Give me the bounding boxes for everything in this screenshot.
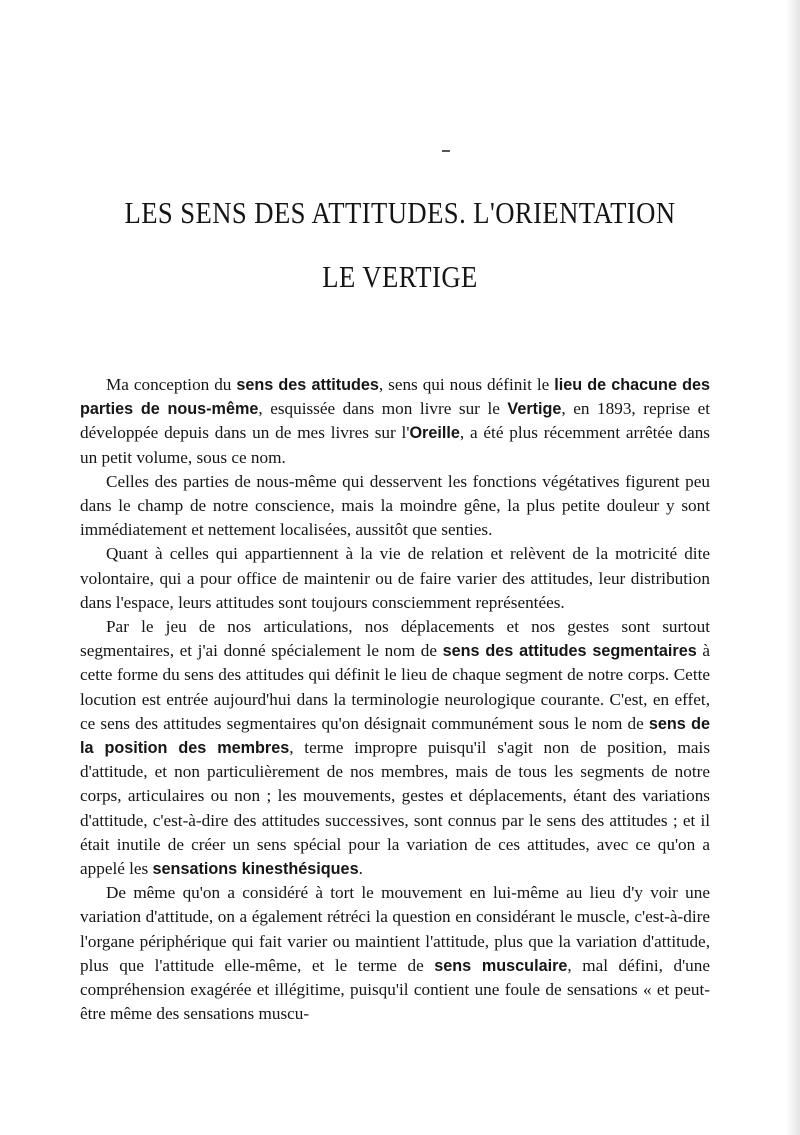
text-run: Celles des parties de nous-même qui desservent les fonctions végétatives figurent peu dans le champ de notre conscience, mais la moindre gêne, la plus petite douleur y sont immédiatement et nettement localisées, aussitôt que senties. [80, 471, 710, 540]
text-run: , en 1893, reprise et développée depuis dans un de mes livres sur l' [80, 399, 710, 443]
text-run: Quant à celles qui appartiennent à la vie de relation et relèvent de la motricité dite volontaire, qui a pour office de maintenir ou de faire varier des attitudes, leur distribution dans l'espace, leurs attitudes sont toujours consciemment représentées. [80, 544, 710, 612]
bold-term: Vertige [507, 400, 562, 419]
bold-term: sens de la position des membres [80, 714, 710, 758]
paragraph [80, 470, 710, 543]
paragraph [80, 373, 710, 470]
bold-term: sens musculaire [434, 956, 568, 975]
chapter-title: LES SENS DES ATTITUDES. L'ORIENTATION [124, 195, 676, 230]
text-run: , sens qui nous définit le [378, 375, 555, 394]
page-edge-shadow [786, 0, 800, 1135]
bold-term: sens des attitudes segmentaires [442, 642, 697, 661]
chapter-subtitle: LE VERTIGE [322, 259, 478, 294]
bold-term: sens des attitudes [236, 376, 379, 394]
text-run: , mal défini, d'une compréhension exagérée et illégitime, puisqu'il contient une foule de sensations « et peut-être même des sensations muscu- [80, 955, 710, 1024]
text-run: Ma conception du [106, 375, 237, 394]
text-run: à cette forme du sens des attitudes qui définit le lieu de chaque segment de notre corps. Cette locution est entrée aujourd'hui dans la terminologie neurologique courante. C'est, en effet, ce sens des attitudes segmentaires qu'on désignait communément sous le nom de [80, 641, 710, 733]
text-run: , esquissée dans mon livre sur le [258, 399, 508, 419]
text-run: . [358, 859, 363, 879]
page-mark [442, 150, 450, 152]
bold-term: sensations kinesthésiques [152, 860, 359, 879]
text-run: , terme impropre puisqu'il s'agit non de position, mais d'attitude, et non particulièrement de nos membres, mais de tous les segments de notre corps, articulaires ou non ; les mouvements, gestes et déplacements, étant des variations d'attitude, c'est-à-dire des attitudes successives, sont connus par le sens des attitudes ; et il était inutile de créer un sens spécial pour la variation de ces attitudes, avec ce qu'on a appelé les [80, 738, 711, 879]
bold-term: lieu de chacune des parties de nous-même [80, 376, 710, 419]
body-text [80, 373, 710, 1026]
bold-term: Oreille [409, 424, 460, 443]
paragraph [80, 615, 710, 881]
text-run: Par le jeu de nos articulations, nos déplacements et nos gestes sont surtout segmentaires, et j'ai donné spécialement le nom de [80, 617, 710, 661]
paragraph [80, 542, 710, 615]
paragraph [80, 881, 710, 1026]
text-run: De même qu'on a considéré à tort le mouvement en lui-même au lieu d'y voir une variation d'attitude, on a également rétréci la question en considérant le muscle, c'est-à-dire l'organe périphérique qui fait varier ou maintient l'attitude, plus que la variation d'attitude, plus que l'attitude elle-même, et le terme de [80, 883, 710, 975]
text-run: , a été plus récemment arrêtée dans un petit volume, sous ce nom. [80, 423, 710, 467]
